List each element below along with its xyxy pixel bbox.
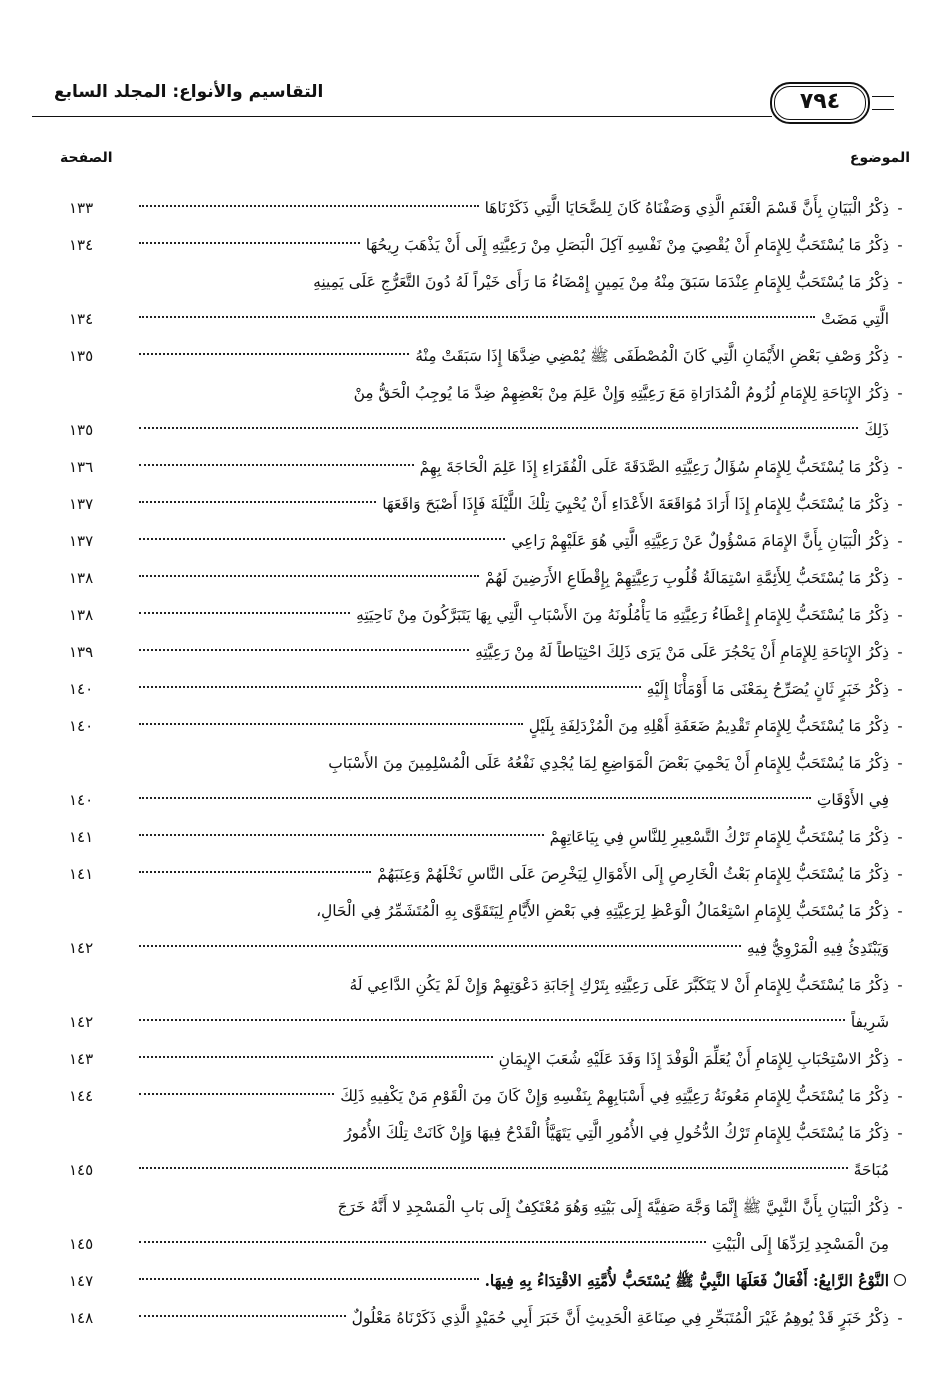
toc-entry-line	[69, 375, 911, 412]
toc-entry-line	[69, 708, 911, 745]
dot-leader	[139, 834, 544, 836]
dash-bullet-icon: -	[897, 1050, 903, 1068]
dot-leader	[139, 353, 409, 355]
dot-leader	[139, 1093, 334, 1095]
toc-entry-line	[69, 1041, 911, 1078]
toc-entry[interactable]	[69, 745, 911, 819]
toc-entry-line	[69, 893, 911, 930]
toc-entry-line	[69, 819, 911, 856]
header-rule	[32, 116, 772, 117]
toc-entry[interactable]	[69, 819, 911, 856]
dash-bullet-icon: -	[897, 347, 903, 365]
toc-page-number: ١٣٤	[69, 310, 94, 328]
toc-entry-title: ذَلِكَ	[864, 421, 889, 439]
column-heading-topic: الموضوع	[849, 150, 910, 166]
toc-page-number: ١٤٠	[69, 717, 94, 735]
toc-entry-line	[69, 486, 911, 523]
page-number: ٧٩٤	[774, 86, 866, 120]
toc-page-number: ١٤٧	[69, 1272, 94, 1290]
toc-entry[interactable]	[69, 1115, 911, 1189]
toc-page-number: ١٤٣	[69, 1050, 94, 1068]
toc-entry-title: مُبَاحَةً	[853, 1161, 889, 1179]
toc-entry-title: ذِكْرُ مَا يُسْتَحَبُّ لِلإِمَامِ تَرْكُ الدُّخُولِ فِي الأُمُورِ الَّتِي يَتَهَيَّأُ الْقَدْحُ فِيهَا وَإِنْ كَانَتْ تِلْكَ الأُمُورُ	[344, 1124, 889, 1142]
dash-bullet-icon: -	[897, 976, 903, 994]
toc-entry-title: ذِكْرُ الإِبَاحَةِ لِلإِمَامِ أَنْ يَحْجُرَ عَلَى مَنْ يَرَى ذَلِكَ احْتِيَاطاً لَهُ مِنْ رَعِيَّتِهِ	[475, 643, 889, 661]
toc-entry-title: ذِكْرُ الاسْتِحْبَابِ لِلإِمَامِ أَنْ يُعَلِّمَ الْوَفْدَ إِذَا وَفَدَ عَلَيْهِ شُعَبَ الإِيمَانِ	[498, 1050, 889, 1068]
toc-entry-line	[69, 1004, 911, 1041]
toc-entry-title: ذِكْرُ مَا يُسْتَحَبُّ لِلإِمَامِ عِنْدَمَا سَبَقَ مِنْهُ مِنْ يَمِينٍ إِمْضَاءُ مَا رَأَى خَيْراً لَهُ دُونَ التَّعَرُّجِ عَلَى يَمِينِهِ	[313, 273, 889, 291]
toc-entry-line	[69, 264, 911, 301]
running-title: التقاسيم والأنواع: المجلد السابع	[54, 82, 324, 102]
toc-page-number: ١٤١	[69, 865, 94, 883]
toc-entry[interactable]	[69, 338, 911, 375]
toc-entry-line	[69, 634, 911, 671]
toc-entry-title: وَيَبْتَدِئُ فِيهِ الْمَرْوِيُّ فِيهِ	[746, 939, 889, 957]
dash-bullet-icon: -	[897, 495, 903, 513]
toc-entry-title: ذِكْرُ مَا يُسْتَحَبُّ لِلإِمَامِ إِعْطَاءُ رَعِيَّتِهِ مَا يَأْمُلُونَهُ مِنَ الأَسْبَابِ الَّتِي بِهَا يَتَبَرَّكُونَ مِنْ نَاحِيَتِهِ	[356, 606, 889, 624]
toc-entry-title: الَّتِي مَضَتْ	[820, 310, 889, 328]
toc-entry-line	[69, 1152, 911, 1189]
dot-leader	[139, 871, 371, 873]
dot-leader	[139, 1019, 845, 1021]
dash-bullet-icon: -	[897, 902, 903, 920]
dot-leader	[139, 1278, 479, 1280]
toc-entry-title: ذِكْرُ الإِبَاحَةِ لِلإِمَامِ لُزُومُ الْمُدَارَاةِ مَعَ رَعِيَّتِهِ وَإِنْ عَلِمَ مِنْ بَعْضِهِمْ ضِدَّ مَا يُوجِبُ الْحَقُّ مِنْ	[353, 384, 889, 402]
toc-page-number: ١٤٢	[69, 1013, 94, 1031]
dash-bullet-icon: -	[897, 865, 903, 883]
toc-entry-title: فِي الأَوْقَاتِ	[816, 791, 889, 809]
dot-leader	[139, 242, 360, 244]
ring-icon	[894, 1274, 906, 1286]
toc-page-number: ١٤١	[69, 828, 94, 846]
dot-leader	[139, 575, 479, 577]
toc-entry-title: ذِكْرُ مَا يُسْتَحَبُّ لِلإِمَامِ إِذَا أَرَادَ مُوَاقَعَةَ الأَعْدَاءِ أَنْ يُحْيِيَ تِلْكَ اللَّيْلَةَ فَإِذَا أَصْبَحَ وَاقَعَهَا	[382, 495, 889, 513]
toc-page-number: ١٣٨	[69, 606, 94, 624]
dash-bullet-icon: -	[897, 384, 903, 402]
toc-page-number: ١٤٠	[69, 680, 94, 698]
dot-leader	[139, 945, 741, 947]
dot-leader	[139, 797, 811, 799]
toc-page-number: ١٣٦	[69, 458, 94, 476]
toc-entry-line	[69, 227, 911, 264]
toc-entry-title: ذِكْرُ مَا يُسْتَحَبُّ لِلإِمَامِ أَنْ لا يَتَكَبَّرَ عَلَى رَعِيَّتِهِ بِتَرْكِ إِجَابَةِ دَعْوَتِهِمْ وَإِنْ لَمْ يَكُنِ الدَّاعِي لَهُ	[349, 976, 889, 994]
toc-page-number: ١٤٨	[69, 1309, 94, 1327]
toc-entry-line	[69, 930, 911, 967]
toc-entry-line	[69, 190, 911, 227]
toc-entry-line	[69, 597, 911, 634]
dot-leader	[139, 649, 469, 651]
dot-leader	[139, 501, 376, 503]
dash-bullet-icon: -	[897, 1087, 903, 1105]
toc-entry-line	[69, 1189, 911, 1226]
toc-entry-title: ذِكْرُ خَبَرٍ ثَانٍ يُصَرِّحُ بِمَعْنَى مَا أَوْمَأْنَا إِلَيْهِ	[646, 680, 889, 698]
toc-entry[interactable]	[69, 1189, 911, 1263]
toc-entry-line	[69, 560, 911, 597]
toc-entry-line	[69, 745, 911, 782]
dash-bullet-icon: -	[897, 569, 903, 587]
toc-entry-line	[69, 412, 911, 449]
dot-leader	[139, 1056, 493, 1058]
toc-page-number: ١٤٥	[69, 1235, 94, 1253]
toc-entry[interactable]	[69, 375, 911, 449]
page-header	[32, 78, 892, 118]
toc-entry-title: ذِكْرُ خَبَرٍ قَدْ يُوهِمُ غَيْرَ الْمُتَبَحِّرِ فِي صِنَاعَةِ الْحَدِيثِ أَنَّ خَبَرَ أَبِي حُمَيْدٍ الَّذِي ذَكَرْنَاهُ مَعْلُولٌ	[351, 1309, 889, 1327]
dot-leader	[139, 686, 641, 688]
toc-entry-title: ذِكْرُ الْبَيَانِ بِأَنَّ قَسْمَ الْغَنَمِ الَّذِي وَصَفْنَاهُ كَانَ لِلضَّحَايَا الَّتِي ذَكَرْنَاهَا	[484, 199, 889, 217]
dash-bullet-icon: -	[897, 1309, 903, 1327]
column-heading-page: الصفحة	[60, 150, 113, 166]
toc-page-number: ١٣٩	[69, 643, 94, 661]
toc-page-number: ١٣٧	[69, 495, 94, 513]
toc-entry[interactable]	[69, 486, 911, 523]
toc-entry[interactable]	[69, 856, 911, 893]
dot-leader	[139, 723, 523, 725]
toc-entry[interactable]	[69, 893, 911, 967]
toc-entry[interactable]	[69, 523, 911, 560]
toc-entry-line	[69, 338, 911, 375]
toc-entry-line	[69, 1078, 911, 1115]
dash-bullet-icon: -	[897, 1124, 903, 1142]
toc-entry-line	[69, 523, 911, 560]
toc-entry[interactable]	[69, 1078, 911, 1115]
toc-entry-line	[69, 1115, 911, 1152]
toc-page-number: ١٣٨	[69, 569, 94, 587]
toc-entry[interactable]	[69, 634, 911, 671]
toc-page-number: ١٣٥	[69, 421, 94, 439]
toc-entry-title: ذِكْرُ الْبَيَانِ بِأَنَّ النَّبِيَّ ﷺ إِنَّمَا وَجَّهَ صَفِيَّةَ إِلَى بَيْتِهِ وَهُوَ مُعْتَكِفٌ إِلَى بَابِ الْمَسْجِدِ لا أَنَّهُ خَرَجَ	[337, 1198, 889, 1216]
toc-entry-title: ذِكْرُ مَا يُسْتَحَبُّ لِلإِمَامِ اسْتِعْمَالُ الْوَعْظِ لِرَعِيَّتِهِ فِي بَعْضِ الأَيَّامِ لِيَتَقَوَّى بِهِ الْمُتَشَمِّرُ فِي الْحَالِ،	[316, 902, 889, 920]
toc-entry[interactable]	[69, 190, 911, 227]
toc-entry-line	[69, 782, 911, 819]
dot-leader	[139, 205, 479, 207]
dash-bullet-icon: -	[897, 717, 903, 735]
toc-entry-title: ذِكْرُ مَا يُسْتَحَبُّ لِلإِمَامِ سُؤَالُ رَعِيَّتِهِ الصَّدَقَةَ عَلَى الْفُقَرَاءِ إِذَا عَلِمَ الْحَاجَةَ بِهِمْ	[419, 458, 889, 476]
dot-leader	[139, 538, 505, 540]
toc-entry[interactable]	[69, 1041, 911, 1078]
toc-entry-title: مِنَ الْمَسْجِدِ لِرَدِّهَا إِلَى الْبَيْتِ	[711, 1235, 889, 1253]
dot-leader	[139, 464, 414, 466]
dot-leader	[139, 1241, 706, 1243]
toc-entry-line	[69, 1226, 911, 1263]
toc-page-number: ١٤٥	[69, 1161, 94, 1179]
dot-leader	[139, 1315, 346, 1317]
section-heading-entry[interactable]	[69, 1263, 911, 1300]
dash-bullet-icon: -	[897, 643, 903, 661]
page-number-badge	[770, 82, 870, 124]
dot-leader	[139, 427, 858, 429]
toc-entry-title: شَرِيفاً	[850, 1013, 889, 1031]
dash-bullet-icon: -	[897, 606, 903, 624]
toc-entry-line	[69, 856, 911, 893]
dash-bullet-icon: -	[897, 1198, 903, 1216]
dot-leader	[139, 612, 350, 614]
header-double-rule	[872, 96, 894, 110]
toc-entry-title: النَّوْعُ الرَّابِعُ: أَفْعَالٌ فَعَلَهَا النَّبِيُّ ﷺ يُسْتَحَبُّ لأُمَّتِهِ الاقْتِدَاءُ بِهِ فِيهَا.	[484, 1272, 889, 1290]
toc-page-number: ١٣٧	[69, 532, 94, 550]
toc-entry-title: ذِكْرُ وَصْفِ بَعْضِ الأَيْمَانِ الَّتِي كَانَ الْمُصْطَفَى ﷺ يُمْضِي ضِدَّهَا إِذَا سَبَقَتْ مِنْهُ	[415, 347, 889, 365]
toc-page-number: ١٤٠	[69, 791, 94, 809]
toc-entry-title: ذِكْرُ مَا يُسْتَحَبُّ لِلإِمَامِ مَعُونَةُ رَعِيَّتِهِ فِي أَسْبَابِهِمْ بِنَفْسِهِ وَإِنْ كَانَ مِنَ الْقَوْمِ مَنْ يَكْفِيهِ ذَلِكَ	[340, 1087, 889, 1105]
toc-entry-title: ذِكْرُ مَا يُسْتَحَبُّ لِلإِمَامِ أَنْ يَحْمِيَ بَعْضَ الْمَوَاضِعِ لِمَا يُجْدِي نَفْعُهُ عَلَى الْمُسْلِمِينَ مِنَ الأَسْبَابِ	[328, 754, 889, 772]
toc-entry-title: ذِكْرُ مَا يُسْتَحَبُّ لِلإِمَامِ تَقْدِيمُ ضَعَفَةِ أَهْلِهِ مِنَ الْمُزْدَلِفَةِ بِلَيْلٍ	[528, 717, 889, 735]
toc-entry-title: ذِكْرُ مَا يُسْتَحَبُّ لِلإِمَامِ أَنْ يُقْصِيَ مِنْ نَفْسِهِ آكِلَ الْبَصَلِ مِنْ رَعِيَّتِهِ إِلَى أَنْ يَذْهَبَ رِيحُهَا	[365, 236, 889, 254]
toc-entry[interactable]	[69, 560, 911, 597]
toc-entry[interactable]	[69, 671, 911, 708]
toc-entry[interactable]	[69, 264, 911, 338]
toc-entry-line	[69, 967, 911, 1004]
toc-entry[interactable]	[69, 967, 911, 1041]
dash-bullet-icon: -	[897, 273, 903, 291]
toc-entry[interactable]	[69, 449, 911, 486]
table-of-contents	[69, 190, 911, 1337]
dash-bullet-icon: -	[897, 458, 903, 476]
toc-entry-line	[69, 1300, 911, 1337]
dash-bullet-icon: -	[897, 236, 903, 254]
dot-leader	[139, 1167, 848, 1169]
toc-entry[interactable]	[69, 227, 911, 264]
toc-entry-title: ذِكْرُ الْبَيَانِ بِأَنَّ الإِمَامَ مَسْؤُولٌ عَنْ رَعِيَّتِهِ الَّتِي هُوَ عَلَيْهِمْ رَاعِي	[511, 532, 889, 550]
toc-entry-line	[69, 449, 911, 486]
ring-bullet-icon	[889, 1263, 911, 1300]
toc-entry-line	[69, 671, 911, 708]
toc-page-number: ١٤٤	[69, 1087, 94, 1105]
dash-bullet-icon: -	[897, 532, 903, 550]
dash-bullet-icon: -	[897, 828, 903, 846]
dash-bullet-icon: -	[897, 754, 903, 772]
toc-entry-title: ذِكْرُ مَا يُسْتَحَبُّ لِلأَئِمَّةِ اسْتِمَالَةُ قُلُوبِ رَعِيَّتِهِمْ بِإِقْطَاعِ الأَرَضِينَ لَهُمْ	[485, 569, 889, 587]
toc-page-number: ١٣٣	[69, 199, 94, 217]
toc-page-number: ١٣٥	[69, 347, 94, 365]
toc-page-number: ١٤٢	[69, 939, 94, 957]
toc-entry[interactable]	[69, 1300, 911, 1337]
toc-entry-line	[69, 1263, 911, 1300]
toc-entry-title: ذِكْرُ مَا يُسْتَحَبُّ لِلإِمَامِ تَرْكُ التَّسْعِيرِ لِلنَّاسِ فِي بِيَاعَاتِهِمْ	[549, 828, 889, 846]
dash-bullet-icon: -	[897, 199, 903, 217]
dash-bullet-icon: -	[897, 680, 903, 698]
toc-entry[interactable]	[69, 708, 911, 745]
toc-page-number: ١٣٤	[69, 236, 94, 254]
dot-leader	[139, 316, 815, 318]
toc-entry-line	[69, 301, 911, 338]
toc-entry[interactable]	[69, 597, 911, 634]
toc-entry-title: ذِكْرُ مَا يُسْتَحَبُّ لِلإِمَامِ بَعْثُ الْخَارِصِ إِلَى الأَمْوَالِ لِيَخْرِصَ عَلَى النَّاسِ نَخْلَهُمْ وَعِنَبَهُمْ	[377, 865, 889, 883]
